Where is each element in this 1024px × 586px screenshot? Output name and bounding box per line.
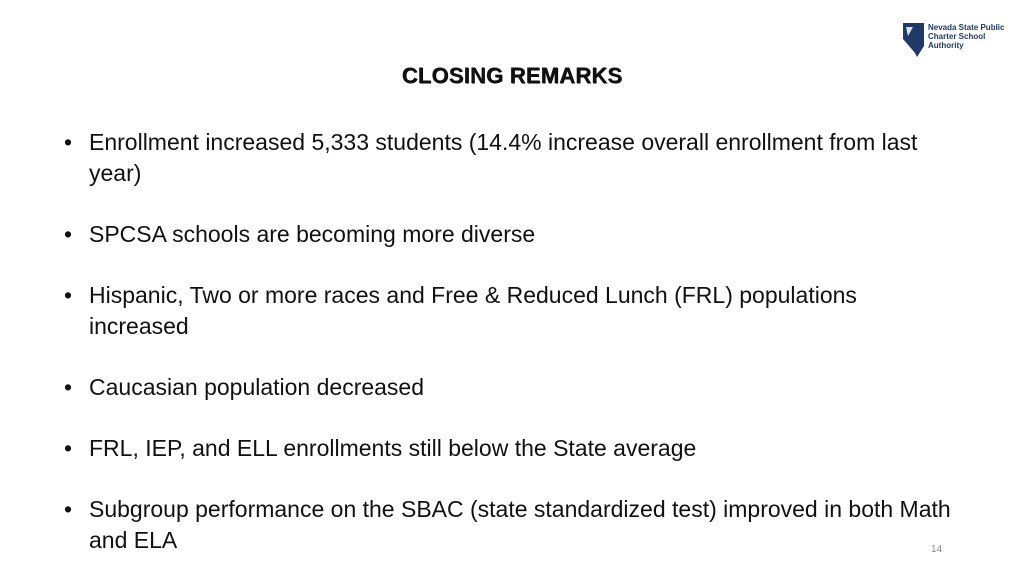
bullet-list: [62, 127, 962, 586]
bullet-glyph: •: [64, 496, 73, 522]
logo-line: Nevada State Public: [928, 23, 1005, 32]
spcsa-logo: [902, 20, 1014, 60]
bullet-text: Enrollment increased 5,333 students (14.4% increase overall enrollment from last year): [89, 129, 918, 186]
bullet-glyph: •: [64, 282, 73, 308]
bullet-text: Subgroup performance on the SBAC (state standardized test) improved in both Math and ELA: [89, 496, 951, 553]
bullet-item: [62, 280, 962, 342]
slide-title: CLOSING REMARKS: [401, 63, 623, 88]
page-number: 14: [931, 544, 943, 555]
bullet-text: Caucasian population decreased: [89, 374, 425, 400]
bullet-glyph: •: [64, 435, 73, 461]
bullet-text: FRL, IEP, and ELL enrollments still below the State average: [89, 435, 697, 461]
logo-line: Authority: [928, 41, 964, 50]
logo-text: [928, 23, 1014, 50]
bullet-item: [62, 219, 962, 250]
bullet-glyph: •: [64, 129, 73, 155]
bullet-item: [62, 372, 962, 403]
bullet-item: [62, 127, 962, 189]
bullet-glyph: •: [64, 374, 73, 400]
nevada-state-icon: [902, 22, 926, 58]
bullet-text: Hispanic, Two or more races and Free & Reduced Lunch (FRL) populations increased: [89, 282, 857, 339]
logo-line: Charter School: [928, 32, 986, 41]
bullet-item: [62, 433, 962, 464]
bullet-glyph: •: [64, 221, 73, 247]
bullet-item: [62, 494, 962, 556]
bullet-text: SPCSA schools are becoming more diverse: [89, 221, 536, 247]
